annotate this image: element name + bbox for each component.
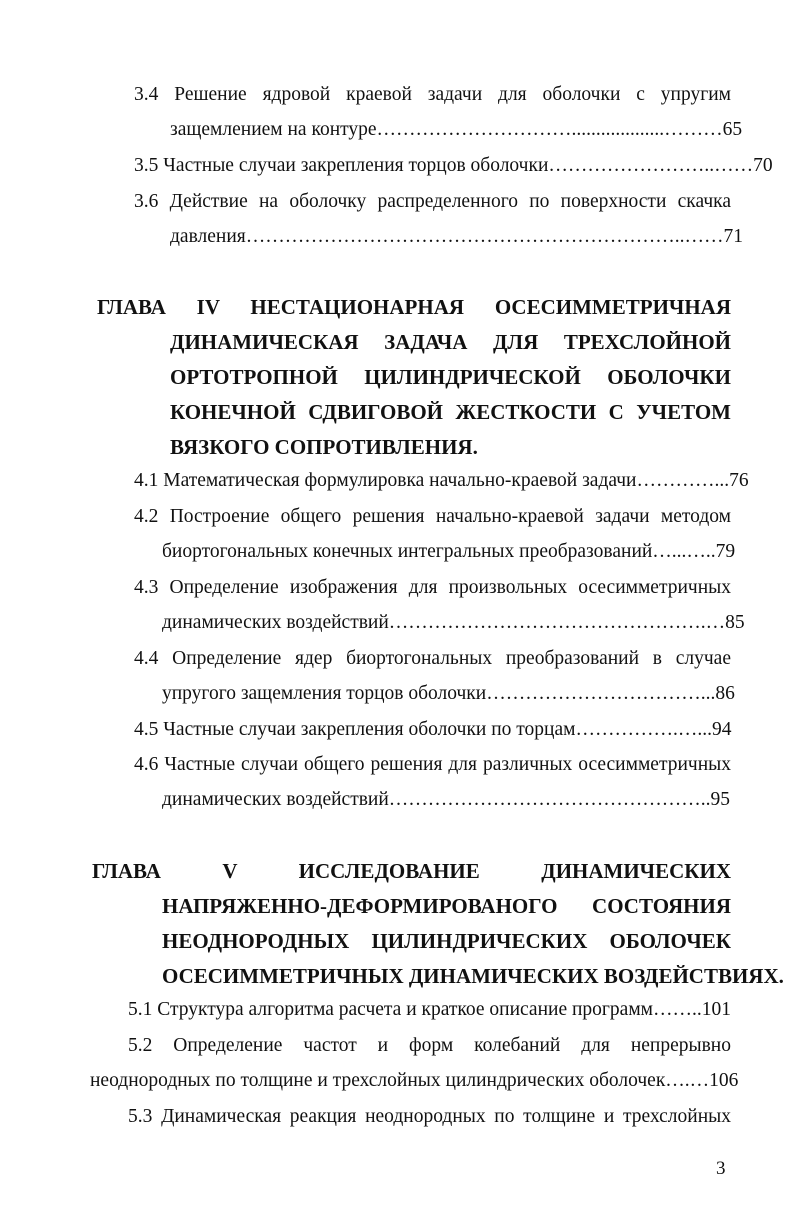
chapter-5-heading-line4: ОСЕСИММЕТРИЧНЫХ ДИНАМИЧЕСКИХ ВОЗДЕЙСТВИЯХ. (162, 964, 784, 988)
chapter-5-heading-line2: НАПРЯЖЕННО-ДЕФОРМИРОВАНОГО СОСТОЯНИЯ (162, 894, 731, 918)
toc-entry-4-4-line2: упругого защемления торцов оболочки……………………………...86 (162, 683, 735, 704)
toc-entry-4-2-line1: 4.2 Построение общего решения начально-краевой задачи методом (134, 506, 731, 527)
page-number: 3 (716, 1158, 726, 1179)
toc-entry-4-4-line1: 4.4 Определение ядер биортогональных преобразований в случае (134, 648, 731, 669)
toc-entry-4-1: 4.1 Математическая формулировка начально-краевой задачи…………...76 (134, 470, 749, 491)
toc-entry-3-4-line2: защемлением на контуре…………………………...................………65 (170, 119, 743, 140)
chapter-4-heading-line5: ВЯЗКОГО СОПРОТИВЛЕНИЯ. (170, 435, 478, 459)
toc-entry-3-4-line1: 3.4 Решение ядровой краевой задачи для оболочки с упругим (134, 84, 731, 105)
chapter-4-heading-line4: КОНЕЧНОЙ СДВИГОВОЙ ЖЕСТКОСТИ С УЧЕТОМ (170, 400, 731, 424)
toc-entry-3-6-line2: давления…………………………………………………………..……71 (170, 226, 744, 247)
chapter-4-heading-line2: ДИНАМИЧЕСКАЯ ЗАДАЧА ДЛЯ ТРЕХСЛОЙНОЙ (170, 330, 731, 354)
toc-entry-4-3-line2: динамических воздействий………………………………………….…85 (162, 612, 745, 633)
toc-entry-4-5: 4.5 Частные случаи закрепления оболочки по торцам…………….…...94 (134, 719, 732, 740)
chapter-4-heading-line1: ГЛАВА IV НЕСТАЦИОНАРНАЯ ОСЕСИММЕТРИЧНАЯ (97, 295, 731, 319)
toc-entry-5-3-line1: 5.3 Динамическая реакция неоднородных по толщине и трехслойных (128, 1106, 731, 1127)
toc-entry-4-3-line1: 4.3 Определение изображения для произвольных осесимметричных (134, 577, 731, 598)
chapter-5-heading-line1: ГЛАВА V ИССЛЕДОВАНИЕ ДИНАМИЧЕСКИХ (92, 859, 731, 883)
toc-entry-5-1: 5.1 Структура алгоритма расчета и краткое описание программ……..101 (128, 999, 731, 1020)
toc-entry-5-2-line2: неоднородных по толщине и трехслойных цилиндрических оболочек….…106 (90, 1070, 739, 1091)
toc-entry-4-6-line1: 4.6 Частные случаи общего решения для различных осесимметричных (134, 754, 731, 775)
toc-entry-4-2-line2: биортогональных конечных интегральных преобразований…...…..79 (162, 541, 736, 562)
toc-entry-3-5: 3.5 Частные случаи закрепления торцов оболочки……………………..……70 (134, 155, 773, 176)
toc-entry-5-2-line1: 5.2 Определение частот и форм колебаний для непрерывно (128, 1035, 731, 1056)
toc-entry-3-6-line1: 3.6 Действие на оболочку распределенного по поверхности скачка (134, 191, 731, 212)
chapter-5-heading-line3: НЕОДНОРОДНЫХ ЦИЛИНДРИЧЕСКИХ ОБОЛОЧЕК (162, 929, 731, 953)
toc-entry-4-6-line2: динамических воздействий…………………………………………..95 (162, 789, 731, 810)
chapter-4-heading-line3: ОРТОТРОПНОЙ ЦИЛИНДРИЧЕСКОЙ ОБОЛОЧКИ (170, 365, 731, 389)
